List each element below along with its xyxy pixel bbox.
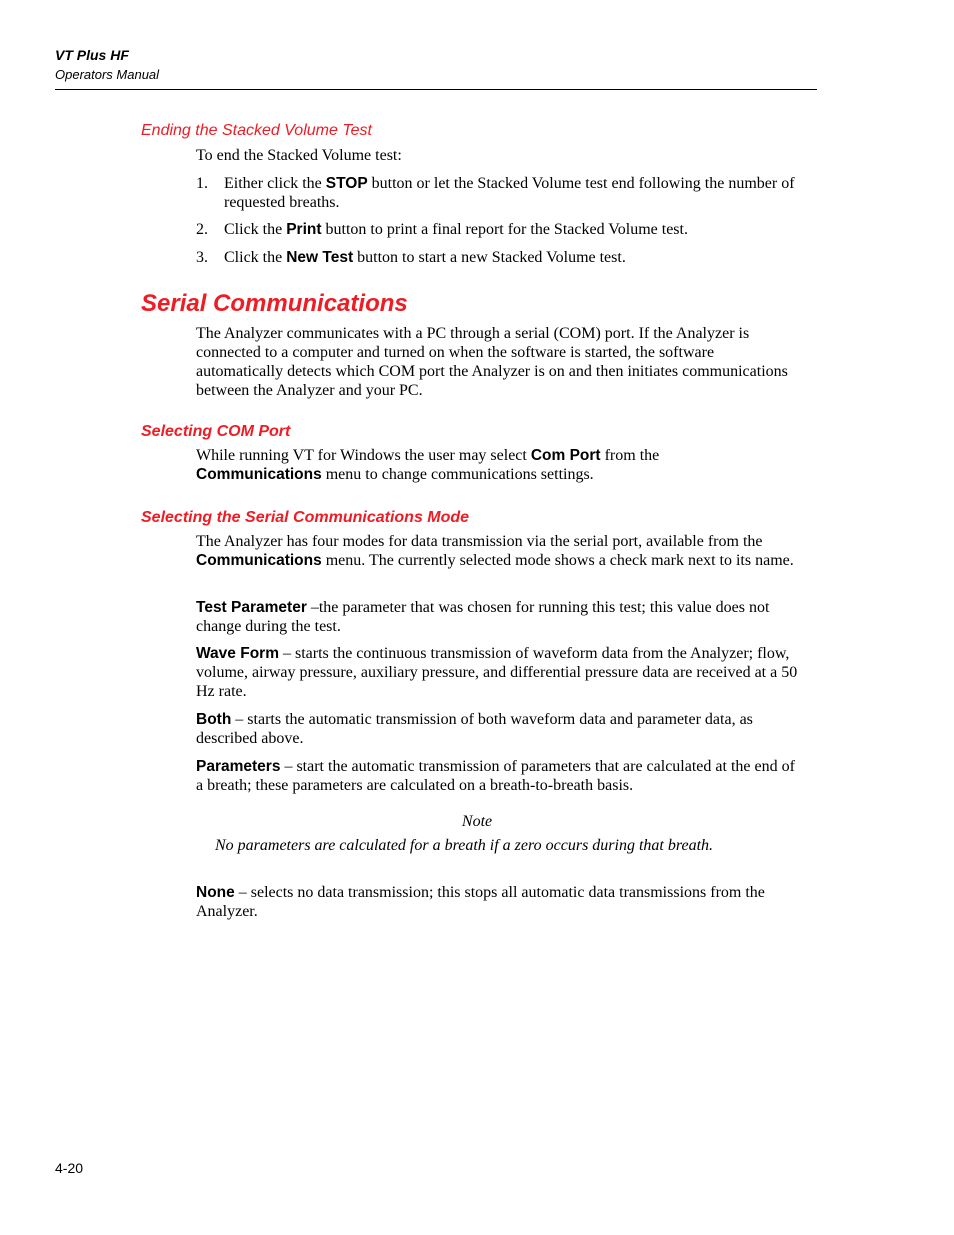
new-test-button-ref: New Test — [286, 249, 354, 266]
page-number: 4-20 — [55, 1160, 84, 1176]
print-button-ref: Print — [286, 221, 322, 238]
serial-communications-heading: Serial Communications — [141, 290, 408, 317]
note-text: No parameters are calculated for a breath if a zero occurs during that breath. — [215, 837, 714, 854]
com-port-heading: Selecting COM Port — [141, 423, 291, 440]
list-text: Click the Print button to print a final report for the Stacked Volume test. — [224, 221, 688, 238]
none-desc: None – selects no data transmission; this stops all automatic data transmissions from the Analyzer. — [196, 884, 765, 920]
manual-subtitle: Operators Manual — [55, 67, 160, 82]
list-number: 3. — [196, 249, 208, 266]
parameters-desc: Parameters – start the automatic transmission of parameters that are calculated at the end of a breath; these parameters are calculated on a breath-to-breath basis. — [196, 758, 795, 794]
mode-intro: The Analyzer has four modes for data transmission via the serial port, available from the Communications menu. The currently selected mode shows a check mark next to its name. — [196, 533, 794, 569]
note-label: Note — [461, 813, 493, 830]
both-desc: Both – starts the automatic transmission of both waveform data and parameter data, as described above. — [196, 711, 753, 747]
com-port-body: While running VT for Windows the user may select Com Port from the Communications menu to change communications settings. — [196, 447, 660, 483]
ending-intro: To end the Stacked Volume test: — [196, 147, 402, 164]
stop-button-ref: STOP — [325, 175, 368, 192]
list-number: 2. — [196, 221, 208, 238]
test-parameter-desc: Test Parameter –the parameter that was chosen for running this test; this value does not change during the test. — [196, 599, 770, 635]
wave-form-desc: Wave Form – starts the continuous transmission of waveform data from the Analyzer; flow, volume, airway pressure, auxiliary pressure, and differential pressure data are received at a 50 Hz rate. — [196, 645, 798, 700]
serial-body: The Analyzer communicates with a PC through a serial (COM) port. If the Analyzer is connected to a computer and turned on when the software is started, the software automatically detects which COM port the Analyzer is on and then initiates communications between the Analyzer and your PC. — [196, 325, 788, 399]
manual-title: VT Plus HF — [55, 47, 129, 63]
mode-heading: Selecting the Serial Communications Mode — [141, 509, 470, 526]
list-text: Click the New Test button to start a new Stacked Volume test. — [224, 249, 626, 266]
header-divider — [55, 89, 817, 90]
list-number: 1. — [196, 175, 208, 192]
list-text: Either click the STOP button or let the Stacked Volume test end following the number of requested breaths. — [224, 175, 795, 211]
ending-heading: Ending the Stacked Volume Test — [141, 122, 372, 139]
